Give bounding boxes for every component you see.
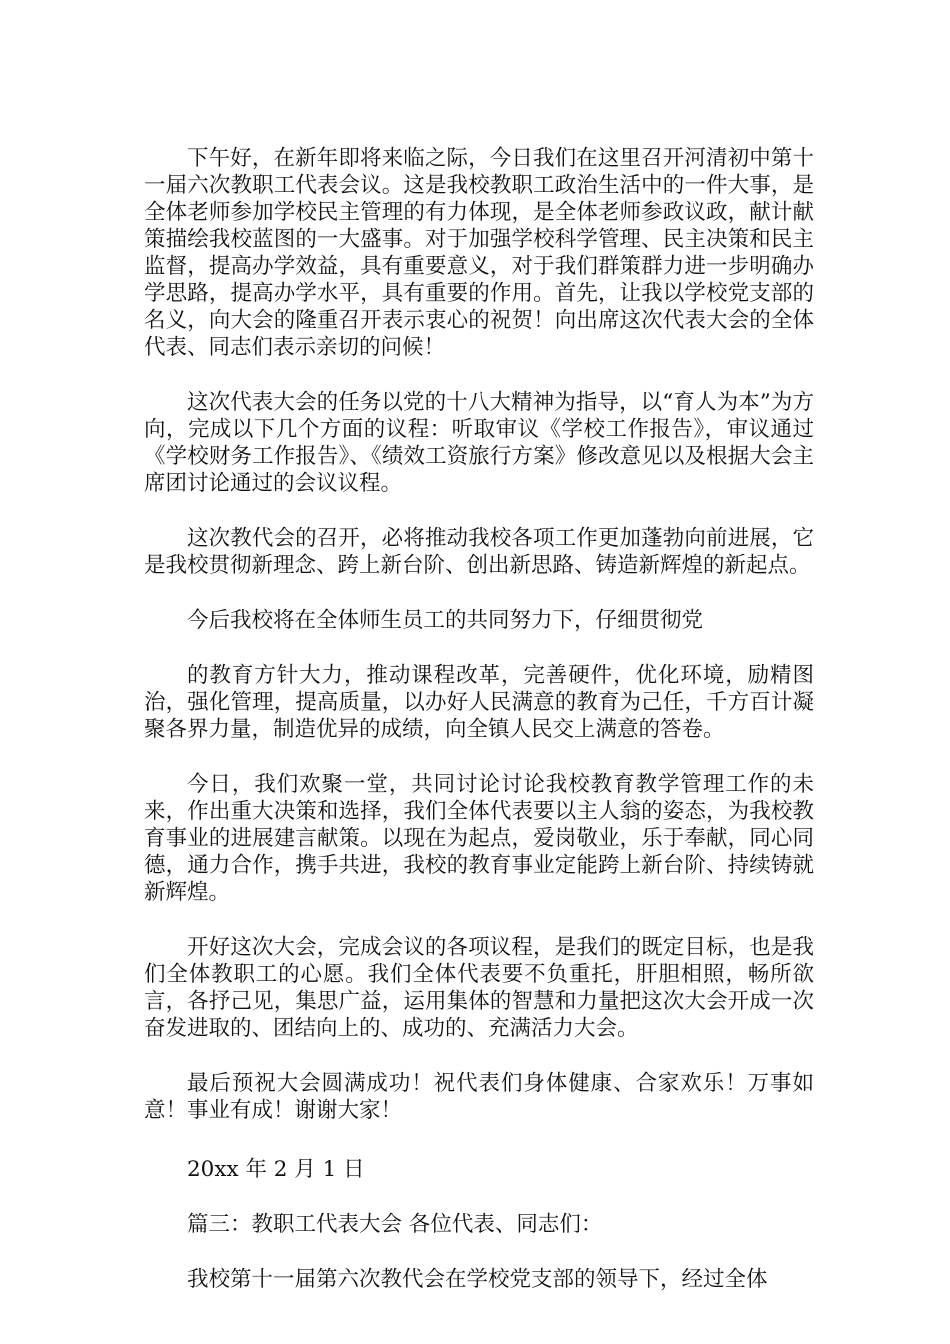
paragraph-goal: 开好这次大会，完成会议的各项议程，是我们的既定目标，也是我们全体教职工的心愿。我们全体代表要不负重托，肝胆相照，畅所欲言，各抒己见，集思广益，运用集体的智慧和力量把这次大会开成一次奋发进取的、团结向上的、成功的、充满活力大会。: [144, 935, 814, 1041]
paragraph-future-part2: 的教育方针大力，推动课程改革，完善硬件，优化环境，励精图治，强化管理，提高质量，以办好人民满意的教育为己任，千方百计凝聚各界力量，制造优异的成绩，向全镇人民交上满意的答卷。: [144, 663, 814, 742]
paragraph-agenda: 这次代表大会的任务以党的十八大精神为指导，以“育人为本”为方向，完成以下几个方面的议程：听取审议《学校工作报告》，审议通过《学校财务工作报告》、《绩效工资旅行方案》修改意见以及根据大会主席团讨论通过的会议议程。: [144, 390, 814, 496]
document-date: 20xx 年 2 月 1 日: [187, 1157, 365, 1182]
document-body: [144, 145, 814, 1321]
paragraph-opening: 下午好，在新年即将来临之际，今日我们在这里召开河清初中第十一届六次教职工代表会议。这是我校教职工政治生活中的一件大事，是全体老师参加学校民主管理的有力体现，是全体老师参政议政，献计献策描绘我校蓝图的一大盛事。对于加强学校科学管理、民主决策和民主监督，提高办学效益，具有重要意义，对于我们群策群力进一步明确办学思路，提高办学水平，具有重要的作用。首先，让我以学校党支部的名义，向大会的隆重召开表示衷心的祝贺！向出席这次代表大会的全体代表、同志们表示亲切的问候！: [144, 146, 814, 360]
section-heading-part3: 篇三：教职工代表大会 各位代表、同志们：: [187, 1212, 603, 1237]
paragraph-gathering: 今日，我们欢聚一堂，共同讨论讨论我校教育教学管理工作的未来，作出重大决策和选择，我们全体代表要以主人翁的姿态，为我校教育事业的进展建言献策。以现在为起点，爱岗敬业，乐于奉献，同心同德，通力合作，携手共进，我校的教育事业定能跨上新台阶、持续铸就新辉煌。: [144, 772, 814, 905]
paragraph-future-part1: 今后我校将在全体师生员工的共同努力下，仔细贯彻党: [187, 608, 704, 633]
paragraph-closing-wishes: 最后预祝大会圆满成功！祝代表们身体健康、合家欢乐！万事如意！事业有成！谢谢大家！: [144, 1071, 814, 1123]
paragraph-significance: 这次教代会的召开，必将推动我校各项工作更加蓬勃向前进展，它是我校贯彻新理念、跨上新台阶、创出新思路、铸造新辉煌的新起点。: [144, 526, 814, 578]
paragraph-part3-intro: 我校第十一届第六次教代会在学校党支部的领导下，经过全体: [187, 1267, 768, 1292]
